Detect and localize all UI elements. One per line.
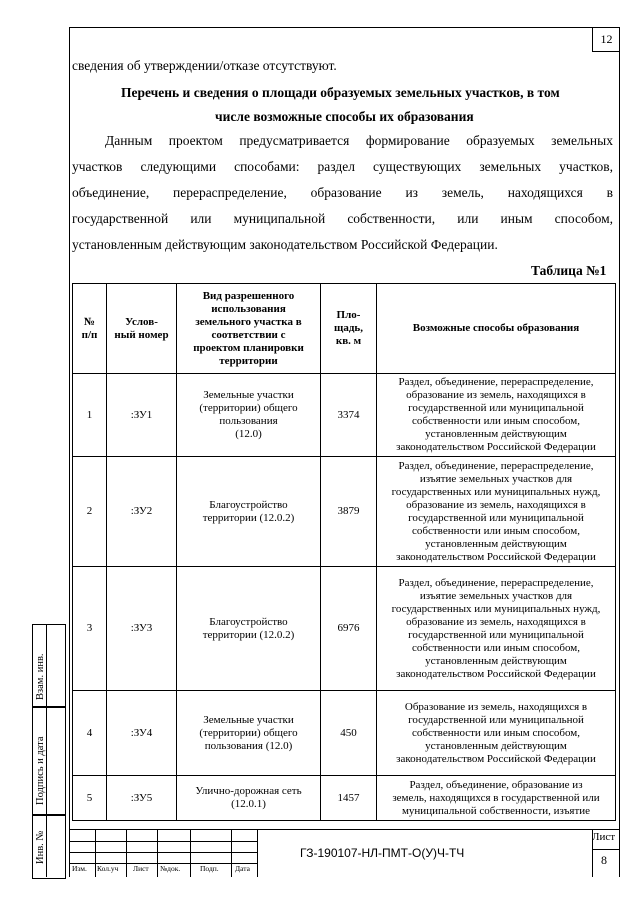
sheet-cell-divider: [592, 849, 619, 850]
cell-num: 5: [73, 776, 107, 821]
stamp-label-doc: №док.: [160, 864, 181, 873]
stamp-label-list: Лист: [133, 864, 149, 873]
paragraph-word: образуемых: [466, 133, 535, 148]
cell-cond-number: :ЗУ1: [107, 374, 177, 457]
cell-permitted-use: Благоустройство территории (12.0.2): [177, 457, 321, 567]
stamp-label-sign: Подп.: [200, 864, 219, 873]
paragraph-word: муниципальной: [233, 211, 326, 226]
table-row: [73, 691, 616, 776]
paragraph-word: земельных: [551, 133, 613, 148]
paragraph-word: участков,: [559, 159, 613, 174]
paragraph-line2: [72, 159, 613, 175]
side-label-vzam: Взам. инв.: [35, 653, 46, 700]
section-title-line2: числе возможные способы их образования: [215, 109, 474, 124]
page-number: 12: [592, 27, 620, 52]
cell-methods: Раздел, объединение, перераспределение, образование из земель, находящихся в государственной или муниципальной собственности или иным способом, установленным действующим законодательством Российской Федерации: [377, 374, 616, 457]
paragraph-word: или: [190, 211, 212, 226]
cell-area: 1457: [321, 776, 377, 821]
header-cond-number: Услов- ный номер: [107, 284, 177, 374]
formation-table: [72, 283, 616, 821]
table-row: [73, 776, 616, 821]
cell-num: 3: [73, 567, 107, 691]
paragraph-word: Данным: [105, 133, 153, 148]
paragraph-word: формирование: [365, 133, 450, 148]
cell-permitted-use: Земельные участки (территории) общего пользования (12.0): [177, 374, 321, 457]
paragraph-line5: установленным действующим законодательством Российской Федерации.: [72, 237, 498, 252]
cell-methods: Раздел, объединение, перераспределение, изъятие земельных участков для государственных или муниципальных нужд, образование из земель, находящихся в государственной или муниципальной собственности или иным способом, установленным действующим законодательством Российской Федерации: [377, 457, 616, 567]
table-label: Таблица №1: [531, 263, 607, 278]
paragraph-word: объединение,: [72, 185, 150, 200]
side-label-inv: Инв. №: [35, 830, 46, 864]
paragraph-word: существующих: [373, 159, 462, 174]
table-row: [73, 567, 616, 691]
header-permitted-use: Вид разрешенного использования земельного участка в соответствии с проектом планировки территории: [177, 284, 321, 374]
table-row: [73, 374, 616, 457]
stamp-column-line: [157, 829, 158, 877]
stamp-row-line: [69, 841, 257, 842]
stamp-row-line: [69, 852, 257, 853]
stamp-column-line: [95, 829, 96, 877]
paragraph-line4: [72, 211, 613, 227]
stamp-label-kol: Кол.уч: [97, 864, 119, 873]
stamp-column-line: [231, 829, 232, 877]
paragraph-word: земель,: [441, 185, 484, 200]
paragraph-word: собственности,: [347, 211, 436, 226]
paragraph-word: способом,: [554, 211, 613, 226]
cell-num: 2: [73, 457, 107, 567]
header-num: № п/п: [73, 284, 107, 374]
cell-area: 6976: [321, 567, 377, 691]
intro-line: сведения об утверждении/отказе отсутствуют.: [72, 58, 337, 73]
cell-permitted-use: Улично-дорожная сеть (12.0.1): [177, 776, 321, 821]
paragraph-word: способами:: [234, 159, 300, 174]
cell-methods: Образование из земель, находящихся в государственной или муниципальной собственности или иным способом, установленным действующим законодательством Российской Федерации: [377, 691, 616, 776]
cell-area: 3879: [321, 457, 377, 567]
paragraph-word: следующими: [140, 159, 217, 174]
paragraph-word: иным: [500, 211, 533, 226]
paragraph-word: раздел: [317, 159, 355, 174]
paragraph-word: из: [405, 185, 418, 200]
cell-num: 4: [73, 691, 107, 776]
paragraph-word: или: [457, 211, 479, 226]
cell-cond-number: :ЗУ5: [107, 776, 177, 821]
cell-cond-number: :ЗУ4: [107, 691, 177, 776]
paragraph-word: в: [606, 185, 613, 200]
header-area: Пло- щадь, кв. м: [321, 284, 377, 374]
cell-methods: Раздел, объединение, образование из земель, находящихся в государственной или муниципальной собственности, изъятие: [377, 776, 616, 821]
paragraph-word: проектом: [168, 133, 223, 148]
paragraph-word: земельных: [479, 159, 542, 174]
stamp-label-izm: Изм.: [72, 864, 87, 873]
paragraph-word: предусматривается: [239, 133, 350, 148]
frame-right-border: [619, 27, 620, 877]
frame-top-border: [69, 27, 619, 28]
cell-cond-number: :ЗУ3: [107, 567, 177, 691]
paragraph-line1: [105, 133, 613, 149]
sheet-label: Лист: [592, 831, 616, 843]
table-row: [73, 457, 616, 567]
stamp-column-line: [190, 829, 191, 877]
frame-left-border: [69, 27, 70, 877]
stamp-column-line: [126, 829, 127, 877]
cell-permitted-use: Благоустройство территории (12.0.2): [177, 567, 321, 691]
paragraph-word: перераспределение,: [172, 185, 287, 200]
document-code: ГЗ-190107-НЛ-ПМТ-О(У)Ч-ТЧ: [300, 846, 465, 860]
table-header-row: [73, 284, 616, 374]
cell-num: 1: [73, 374, 107, 457]
side-label-podpis: Подпись и дата: [35, 736, 46, 805]
section-title-line1: Перечень и сведения о площади образуемых земельных участков, в том: [121, 85, 560, 100]
cell-area: 3374: [321, 374, 377, 457]
paragraph-word: государственной: [72, 211, 169, 226]
header-methods: Возможные способы образования: [377, 284, 616, 374]
paragraph-line3: [72, 185, 613, 201]
sheet-number: 8: [601, 853, 607, 867]
cell-area: 450: [321, 691, 377, 776]
cell-methods: Раздел, объединение, перераспределение, изъятие земельных участков для государственных или муниципальных нужд, образование из земель, находящихся в государственной или муниципальной собственности или иным способом, установленным действующим законодательством Российской Федерации: [377, 567, 616, 691]
stamp-column-line: [257, 829, 258, 877]
cell-cond-number: :ЗУ2: [107, 457, 177, 567]
cell-permitted-use: Земельные участки (территории) общего пользования (12.0): [177, 691, 321, 776]
paragraph-word: участков: [72, 159, 123, 174]
paragraph-word: находящихся: [507, 185, 583, 200]
paragraph-word: образование: [310, 185, 382, 200]
stamp-label-date: Дата: [235, 864, 250, 873]
